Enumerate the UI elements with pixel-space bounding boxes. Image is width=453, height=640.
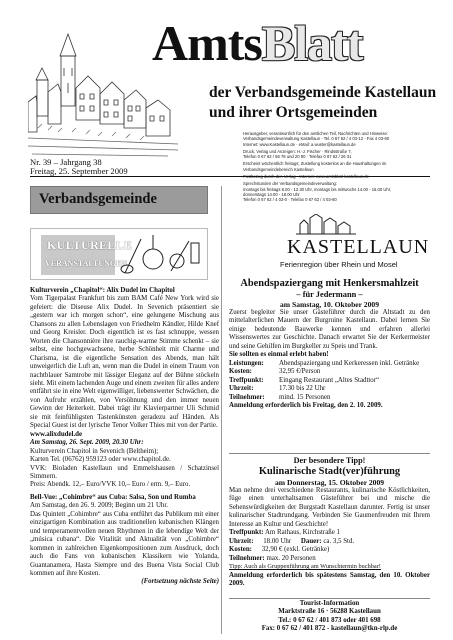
imprint-line: Sprechstunden der Verbandsgemeindeverwaltung: [243,181,338,187]
kastellaun-logo-icon [296,214,356,236]
issue-date: Freitag, 25. September 2009 [30,166,128,176]
header-divider [30,176,430,177]
details-label: Teilnehmer: [229,393,265,401]
details-label: Uhrzeit: [229,385,254,393]
kulturelle-badge [41,235,133,275]
imprint-line: Erscheint wöchentlich freitags; Zustellung kostenlos an die Haushaltungen im [243,161,387,167]
masthead-title-blatt: Blatt [261,15,363,71]
event-date: Am Samstag, 26. Sept. 2009, 20.30 Uhr: [30,439,144,447]
tip-divider [229,453,430,454]
tourist-info-fax-email: Fax: 0 67 62 / 401 872 - kastellaun@tkn-rlp.de [261,625,398,633]
event-line: Kulturverein Chapitol in Sevenich (Beltheim); [30,447,159,455]
tourist-info-phone: Tel.: 0 67 62 / 401 873 oder 401 698 [278,616,381,624]
imprint-line: Verbandsgemeindebereich Kastellaun [243,166,314,172]
details-value: 17.30 bis 22 Uhr [279,385,326,393]
right-column [229,278,430,410]
event-line: Karten Tel. (06762) 959123 oder www.chapitol.de. [30,456,171,464]
article-heading-chapitol: Kulturverein „Chapitol“: Alix Dudel im Chapitol [30,287,175,294]
issue-number: Nr. 39 – Jahrgang 38 [30,157,102,167]
article-body-bellvue: Das Quintett „Cohimbre“ aus Cuba entführt das Publikum mit einer einzigartigen Kombination aus traditionellen kubanischen Klängen und temperamentvollen neuen Rhythmen in die lebendige Welt der „música cubana“. Die Vitalität und Aktualität von „Cohimbre“ kommen in zahlreichen Eigenkompositionen zum Ausdruck, doch auch die Fans von kubanischen Klassikern wie Yolanda, Guantanamera, Hasta Siempre und des Buena Vista Social Club kommen auf ihre Kosten. [30,510,219,577]
tip-label: Dauer: [300,537,322,545]
article-subheading: – für Jedermann – [296,290,363,299]
tip-value: Am Rathaus, Kirchstraße 1 [264,529,340,537]
article-body-chapitol: Vom Tigerpalast Frankfurt bis zum BAM Café New York wird sie gefeiert: die Diseuse Alix Dudel. In Sevenich präsentiert sie „gestern war ich morgen schon“, eine gelungene Mischung aus Chansons zu allen Lebenslagen von Friedhelm Kändler, Hilde Knef und Georg Kreisler. Doch eigentlich ist es fast schnuppe, wessen Worten die Chansonnière ihre rauchig-warme Stimme schenkt – sie selbst, eine hochgewachsene, herbe Schönheit mit Charme und Charisma, ist die eigentliche Sensation des Abends, man hält unweigerlich die Luft an, wenn man die Dudel in einem Traum von nachtblauer Samtrobe mit lässiger Eleganz auf der Bühne stöckeln sieht. Mit einem lachenden Auge und einem zweiten für alles andere entfährt sie in eine Welt eigenwilliger, liebenswerter Schwächen, die von Aufruhr erzählen, von Versöhnung und den immer neuen Gewinn der Heiterkeit. Dabei trägt ihr Klavierpartner Uli Schmid sie mit feinfühligsten Tastenkünsten geradezu auf Händen. Als Special Guest ist der lyrische Tenor Volker Thies mit von der Partie. [30,295,219,430]
imprint-line: donnerstags 14.00 - 18.00 Uhr [243,191,300,197]
tip-registration: Anmeldung erforderlich bis spätestens Samstag, den 10. Oktober 2009. [229,571,430,587]
event-line: VVK: Bioladen Kastellaun und Emmelshausen / Schatzinsel Simmern. [30,464,219,480]
registration-note: Anmeldung erforderlich bis Freitag, den 2. 10. 2009. [229,401,383,409]
tip-value: max. 20 Personen [266,554,316,562]
article-heading-abendspaziergang: Abendspaziergang mit Henkersmahlzeit [240,278,419,289]
details-row [229,368,419,376]
details-label: Treffpunkt: [229,376,264,384]
masthead-subtitle-line1: der Verbandsgemeinde Kastellaun [209,84,437,101]
imprint-line: Verbandsgemeindeverwaltung Kastellaun · Tel. 0 67 62 / 4 03-12 · Fax 4 03-60 [243,136,390,142]
tip-date: am Donnerstag, 15. Oktober 2009 [274,478,385,487]
tip-label: Kosten: [229,546,252,554]
imprint-line: Telefon 0 67 62 / 4 03-0 · Telefax 0 67 62 / 4 03-60 [243,197,337,203]
details-row [229,394,419,402]
kulturelle-line1: KULTURELLE [47,238,133,252]
tip-label: Teilnehmer: [229,554,265,562]
imprint-line: Druck, Verlag und Anzeigen: H.-J. Fischer · Rindsstraße 7, [243,148,352,154]
section-header [30,186,208,214]
tip-block [229,456,430,588]
tip-row-treffpunkt [229,529,430,537]
details-value: Eingang Restaurant „Altes Stadttor“ [279,376,380,384]
kulturelle-banner [30,228,208,280]
masthead-title-amts: Amts [152,15,262,71]
tourist-info [229,600,430,634]
column-divider [221,186,222,634]
article-intro: Zuerst begleiter Sie unser Gästeführer durch die Altstadt zu den mittelalterlichen Mauern der Burgruine Kastellaun. Dabei lernen Sie einige bedeutende Bauwerke kennen und erfahren allerlei Wissenswertes zur Geschichte. Danach erwartet Sie der Kerkermeister und seine Gehilfen im Burgkeller zu Speis und Trank. [229,309,430,350]
details-label: Kosten: [229,368,252,376]
highlight-line: Sie sollten es einmal erlebt haben! [229,351,329,359]
left-column [30,287,219,587]
details-table [229,360,419,402]
tip-value: 32,90 € (exkl. Getränke) [261,546,330,554]
event-line: Preis: Abendk. 12,– Euro/VVK 10,– Euro / erm. 9,– Euro. [30,481,191,489]
details-value: 32,95 €/Person [279,368,321,376]
tip-row-uhrzeit [229,538,430,546]
logo-tagline: Ferienregion über Rhein und Mosel [280,260,398,269]
continued-note: (Fortsetzung nächste Seite) [141,578,219,586]
event-line: Am Samstag, den 26. 9. 2009; Beginn um 21 Uhr. [30,502,168,510]
masthead-title [152,15,363,71]
imprint-line: Internet: www.Kastellaun.de · eMail: a.wuster@kastellaun.de [243,141,356,147]
kulturelle-line2: VERANSTALTUNGEN [45,259,128,268]
masthead-subtitle-line2: und ihrer Ortsgemeinden [209,104,378,121]
article-heading-bellvue: Bell-Vue: „Cohimbre“ aus Cuba: Salsa, Son und Rumba [30,493,196,501]
tip-label: Treffpunkt: [229,529,264,537]
tourist-info-address: Marktstraße 16 · 56288 Kastellaun [278,608,381,616]
tip-row-teilnehmer [229,555,430,563]
imprint-line: Telefon 0 67 62 / 56 78 und 20 90 · Telefax 0 67 62 / 26 31 [243,154,352,160]
tip-value: 18.00 Uhr [263,537,292,545]
contact-divider [229,598,430,599]
tip-value: ca. 3,5 Std. [323,537,355,545]
tip-label: Uhrzeit: [229,537,254,545]
details-value: mind. 15 Personen [279,393,331,401]
details-label: Leistungen: [229,359,264,367]
tip-body: Man nehme drei verschiedene Restaurants, kulinarische Köstlichkeiten, füge einen unterhaltsamen Gästeführer bei und mische die Sehenswürdigkeiten der Burgstadt Kastellaun darunter. Fertig ist unser kulinarischer Stadtrundgang. Verbinden Sie Gaumenfreuden mit Ihrem Interesse an Kultur und Geschichte! [229,487,430,528]
imprint-line: montags bis freitags 8.00 - 12.30 Uhr, montags bis mittwochs 14.00 - 16.00 Uhr, [243,186,392,192]
logo-wordmark: KASTELLAUN [287,236,430,258]
instruments-icon [119,233,203,275]
details-value: Abendspaziergang und Kerkeressen inkl. Getränke [279,359,420,367]
website-link[interactable]: www.alixdudel.de [30,430,83,438]
tourist-info-title: Tourist-Information [299,600,360,607]
tip-booking-note: Tipp: Auch als Gruppenführung am Wunschtermin buchbar! [229,563,381,571]
tip-row-kosten [229,546,430,554]
tip-heading: Der besondere Tipp! [293,456,366,465]
article-date: am Samstag, 10. Oktober 2009 [279,300,379,309]
tip-title: Kulinarische Stadt(ver)führung [258,466,401,477]
details-row [229,360,419,368]
section-title: Verbandsgemeinde [39,191,157,207]
imprint-block [243,131,428,203]
details-row [229,385,419,393]
details-row [229,377,419,385]
imprint-line: Herausgeber, verantwortlich für den amtlichen Teil, Nachrichten und Hinweise: [243,131,388,136]
